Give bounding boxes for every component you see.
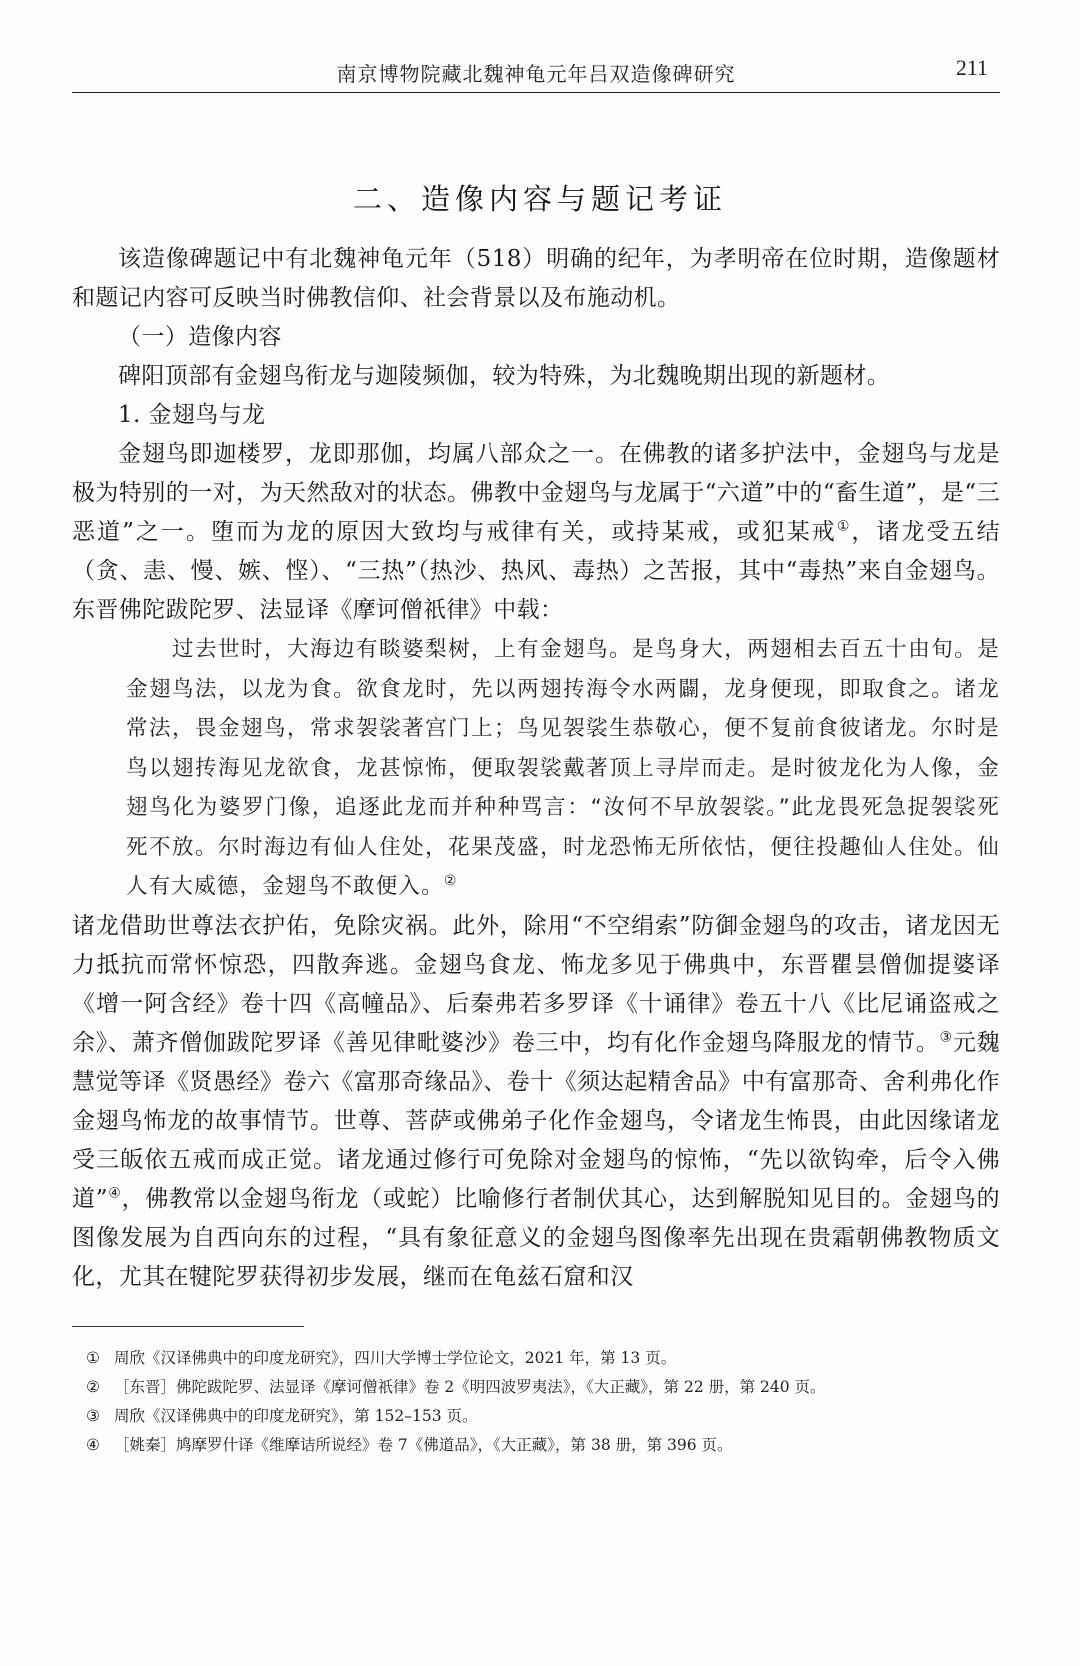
paragraph-text: 诸龙借助世尊法衣护佑，免除灾祸。此外，除用“不空绢索”防御金翅鸟的攻击，诸龙因无力抵抗而常怀惊恐，四散奔逃。金翅鸟食龙、怖龙多见于佛典中，东晋瞿昙僧伽提婆译《增一阿含经》卷十四《高幢品》、后秦弗若多罗译《十诵律》卷五十八《比尼诵盗戒之余》、萧齐僧伽跋陀罗译《善见律毗婆沙》卷三中，均有化作金翅鸟降服龙的情节。: [72, 912, 1000, 1056]
subsection-heading: （一）造像内容: [118, 324, 282, 350]
paragraph-text: 元魏慧觉等译《贤愚经》卷六《富那奇缘品》、卷十《须达起精舍品》中有富那奇、舍利弗化作金翅鸟怖龙的故事情节。世尊、菩萨或佛弟子化作金翅鸟，令诸龙生怖畏，由此因缘诸龙受三皈依五戒而成正觉。诸龙通过修行可免除对金翅鸟的惊怖，“先以欲钩牵，后令入佛道”: [72, 1029, 1000, 1212]
section-title: 二、造像内容与题记考证: [352, 182, 727, 217]
footnote-text: ［东晋］佛陀跋陀罗、法显译《摩诃僧祇律》卷 2《明四波罗夷法》，《大正藏》，第 22 册，第 240 页。: [114, 1378, 826, 1396]
block-quote: [126, 630, 1000, 907]
footnote-ref-2[interactable]: ②: [443, 872, 458, 889]
footnote-ref-3[interactable]: ③: [939, 1028, 953, 1045]
article-body: [72, 240, 1000, 1297]
running-header: [72, 55, 1000, 93]
footnote-text: 周欣《汉译佛典中的印度龙研究》，第 152–153 页。: [114, 1407, 478, 1425]
footnotes: [72, 1344, 1000, 1460]
quote-text: 过去世时，大海边有睒婆梨树，上有金翅鸟。是鸟身大，两翅相去百五十由旬。是金翅鸟法，以龙为食。欲食龙时，先以两翅抟海令水两闢，龙身便现，即取食之。诸龙常法，畏金翅鸟，常求袈裟著宫门上；鸟见袈裟生恭敬心，便不复前食彼诸龙。尔时是鸟以翅抟海见龙欲食，龙甚惊怖，便取袈裟戴著顶上寻岸而走。是时彼龙化为人像，金翅鸟化为婆罗门像，追逐此龙而并种种骂言：“汝何不早放袈裟。”此龙畏死急捉袈裟死死不放。尔时海边有仙人住处，花果茂盛，时龙恐怖无所依怙，便往投趣仙人住处。仙人有大威德，金翅鸟不敢便入。: [126, 637, 1000, 899]
footnote-ref-4[interactable]: ④: [107, 1184, 122, 1201]
footnote-ref-1[interactable]: ①: [836, 518, 852, 535]
intro-paragraph: 该造像碑题记中有北魏神龟元年（518）明确的纪年，为孝明帝在位时期，造像题材和题记内容可反映当时佛教信仰、社会背景以及布施动机。: [72, 246, 1000, 311]
footnote-mark: ②: [86, 1378, 100, 1396]
body-paragraph-1: [72, 435, 1000, 630]
footnote-mark: ①: [86, 1349, 100, 1367]
page-number: 211: [955, 55, 988, 80]
footnote-1: [72, 1344, 1000, 1373]
paragraph-text: 金翅鸟即迦楼罗，龙即那伽，均属八部众之一。在佛教的诸多护法中，金翅鸟与龙是极为特别的一对，为天然敌对的状态。佛教中金翅鸟与龙属于“六道”中的“畜生道”，是“三恶道”之一。堕而为龙的原因大致均与戒律有关，或持某戒，或犯某戒: [72, 441, 1000, 545]
paragraph-text: ，佛教常以金翅鸟衔龙（或蛇）比喻修行者制伏其心，达到解脱知见目的。金翅鸟的图像发展为自西向东的过程，“具有象征意义的金翅鸟图像率先出现在贵霜朝佛教物质文化，尤其在犍陀罗获得初步发展，继而在龟兹石窟和汉: [72, 1185, 1000, 1290]
subsection-intro-paragraph: 碑阳顶部有金翅鸟衔龙与迦陵频伽，较为特殊，为北魏晚期出现的新题材。: [118, 363, 891, 389]
paragraph-text: ，诸龙受五结（贪、恚、慢、嫉、悭）、“三热”（热沙、热风、毒热）之苦报，其中“毒热”来自金翅鸟。东晋佛陀跋陀罗、法显译《摩诃僧祇律》中载：: [72, 519, 1000, 623]
footnote-mark: ③: [86, 1407, 100, 1425]
sub-heading: 1. 金翅鸟与龙: [118, 402, 266, 428]
footnote-4: [72, 1431, 1000, 1460]
footnote-text: 周欣《汉译佛典中的印度龙研究》，四川大学博士学位论文，2021 年，第 13 页。: [114, 1349, 677, 1367]
footnote-3: [72, 1402, 1000, 1431]
body-paragraph-2: [72, 907, 1000, 1297]
footnote-mark: ④: [86, 1436, 100, 1454]
footnote-divider: [72, 1326, 304, 1327]
running-title: 南京博物院藏北魏神龟元年吕双造像碑研究: [336, 62, 736, 86]
footnote-text: ［姚秦］鸠摩罗什译《维摩诘所说经》卷 7《佛道品》，《大正藏》，第 38 册，第 396 页。: [114, 1436, 733, 1454]
footnote-2: [72, 1373, 1000, 1402]
